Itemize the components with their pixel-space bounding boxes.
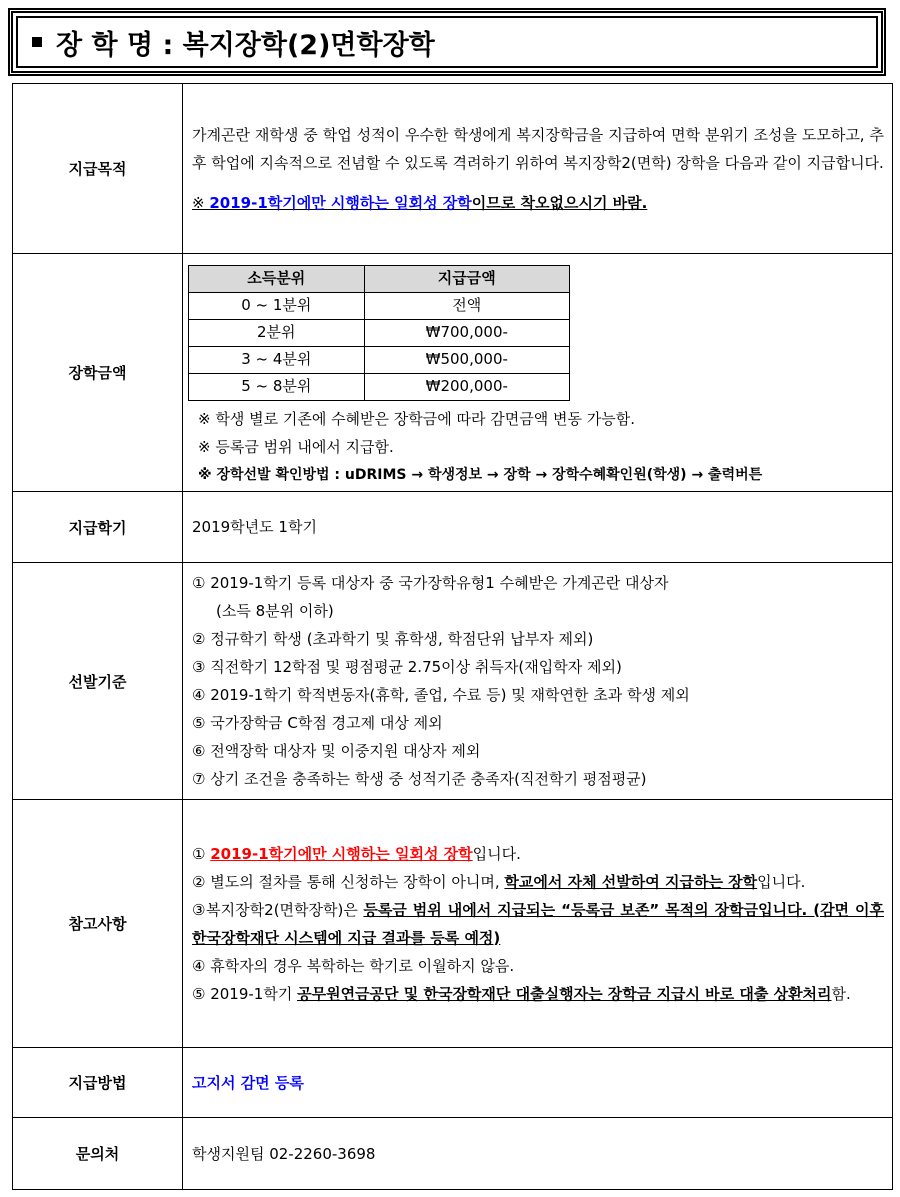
- square-bullet-icon: [32, 37, 42, 47]
- contact-text: 학생지원팀 02-2260-3698: [183, 1118, 893, 1190]
- list-item: ⑥ 전액장학 대상자 및 이중지원 대상자 제외: [192, 742, 481, 760]
- list-item: ② 별도의 절차를 통해 신청하는 장학이 아니며, 학교에서 자체 선발하여 지급하는 장학입니다.: [192, 872, 806, 891]
- label-contact: 문의처: [13, 1118, 183, 1190]
- label-semester: 지급학기: [13, 492, 183, 563]
- amount-note: ※ 학생 별로 기존에 수혜받은 장학금에 따라 감면금액 변동 가능함.: [198, 409, 635, 428]
- label-purpose: 지급목적: [13, 84, 183, 254]
- row-reference: [13, 800, 893, 1048]
- table-row: 0 ~ 1분위 전액: [189, 292, 570, 319]
- row-purpose: [13, 84, 893, 254]
- list-item: ④ 2019-1학기 학적변동자(휴학, 졸업, 수료 등) 및 재학연한 초과 학생 제외: [192, 686, 690, 704]
- amount-note: ※ 장학선발 확인방법 : uDRIMS → 학생정보 → 장학 → 장학수혜확인원(학생) → 출력버튼: [198, 466, 763, 483]
- table-row: 5 ~ 8분위 ₩200,000-: [189, 373, 570, 400]
- amount-table: [188, 265, 570, 401]
- row-criteria: [13, 563, 893, 800]
- row-semester: [13, 492, 893, 563]
- scholarship-table: [12, 83, 893, 1190]
- label-criteria: 선발기준: [13, 563, 183, 800]
- list-item: ⑤ 2019-1학기 공무원연금공단 및 한국장학재단 대출실행자는 장학금 지급시 바로 대출 상환처리함.: [192, 984, 851, 1003]
- list-item: ③ 직전학기 12학점 및 평점평균 2.75이상 취득자(재입학자 제외): [192, 658, 622, 676]
- label-amount: 장학금액: [13, 254, 183, 492]
- table-row: 3 ~ 4분위 ₩500,000-: [189, 346, 570, 373]
- purpose-text: 가계곤란 재학생 중 학업 성적이 우수한 학생에게 복지장학금을 지급하여 면학 분위기 조성을 도모하고, 추후 학업에 지속적으로 전념할 수 있도록 격려하기 위하여 복지장학2(면학) 장학을 다음과 같이 지급합니다.: [192, 125, 884, 172]
- list-item: ③복지장학2(면학장학)은 등록금 범위 내에서 지급되는 “등록금 보존” 목적의 장학금입니다. (감면 이후 한국장학재단 시스템에 지급 결과를 등록 예정): [192, 900, 884, 947]
- page-title: 장 학 명 : 복지장학(2)면학장학: [56, 29, 435, 61]
- row-contact: [13, 1118, 893, 1190]
- method-text: 고지서 감면 등록: [183, 1048, 893, 1118]
- row-amount: [13, 254, 893, 492]
- list-item: ① 2019-1학기 등록 대상자 중 국가장학유형1 수혜받은 가계곤란 대상자: [192, 574, 669, 592]
- list-item: ④ 휴학자의 경우 복학하는 학기로 이월하지 않음.: [192, 956, 515, 975]
- table-row: 2분위 ₩700,000-: [189, 319, 570, 346]
- label-method: 지급방법: [13, 1048, 183, 1118]
- header-amount: 지급금액: [364, 265, 569, 292]
- amount-note: ※ 등록금 범위 내에서 지급함.: [198, 437, 394, 456]
- list-item: ① 2019-1학기에만 시행하는 일회성 장학입니다.: [192, 844, 521, 863]
- semester-text: 2019학년도 1학기: [183, 492, 893, 563]
- list-item: ② 정규학기 학생 (초과학기 및 휴학생, 학점단위 납부자 제외): [192, 630, 594, 648]
- title-box: [8, 8, 886, 76]
- purpose-note: ※ 2019-1학기에만 시행하는 일회성 장학이므로 착오없으시기 바람.: [192, 193, 648, 212]
- list-item: ⑤ 국가장학금 C학점 경고제 대상 제외: [192, 714, 443, 732]
- header-income: 소득분위: [189, 265, 365, 292]
- list-item: (소득 8분위 이하): [216, 602, 334, 620]
- label-reference: 참고사항: [13, 800, 183, 1048]
- list-item: ⑦ 상기 조건을 충족하는 학생 중 성적기준 충족자(직전학기 평점평균): [192, 770, 647, 788]
- row-method: [13, 1048, 893, 1118]
